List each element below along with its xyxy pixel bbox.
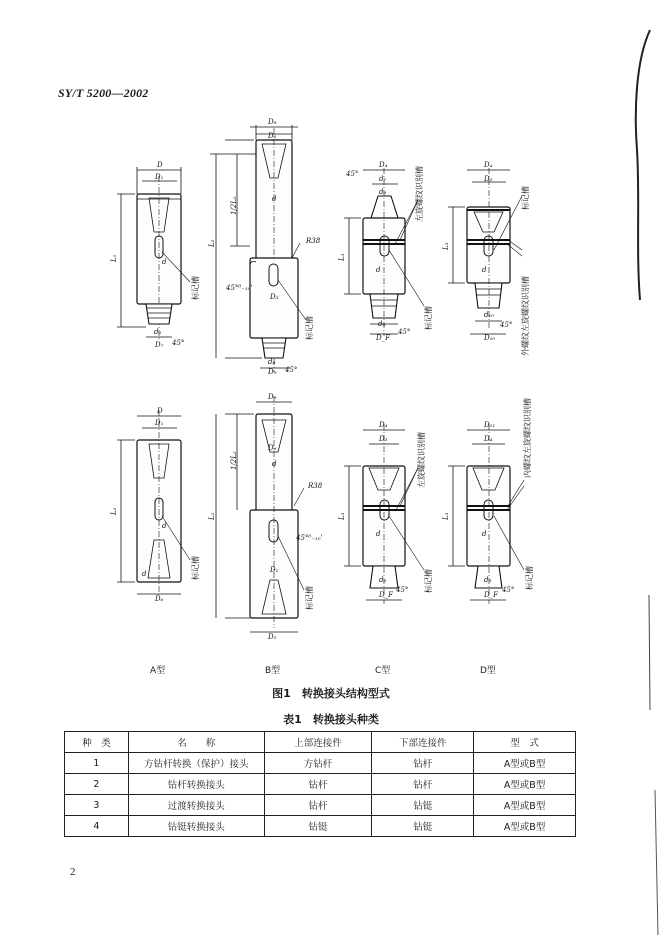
dim-label: R38: [306, 237, 321, 245]
dim-label: d₈: [268, 358, 276, 366]
dim-label: 45°: [500, 321, 513, 329]
type-d-label: D型: [480, 666, 496, 676]
dim-label: L₂: [208, 512, 216, 520]
dim-label: 45°: [285, 366, 298, 374]
dim-label: d: [376, 266, 381, 274]
cell-name: 钻铤转换接头: [128, 816, 264, 837]
dim-label: L₁: [110, 254, 118, 262]
cell-lower: 钻杆: [372, 753, 474, 774]
type-d-top-drawing: [448, 168, 513, 334]
dim-label: D₇: [155, 341, 164, 349]
type-b-bottom-drawing: [216, 396, 298, 632]
cell-category: 1: [65, 753, 129, 774]
type-c-bottom-drawing: [344, 424, 405, 604]
dim-label: L₃: [442, 512, 450, 520]
dim-label: L₃: [442, 242, 450, 250]
dim-label: D: [157, 161, 163, 169]
dim-label: D₄: [484, 161, 493, 169]
table-row: [65, 753, 576, 774]
note-label: 左旋螺纹识别槽: [417, 432, 426, 488]
dim-label: D₁: [155, 419, 164, 427]
header-name: 名 称: [128, 732, 264, 753]
dim-label: 1/2L₂: [230, 196, 238, 215]
dim-label: L₁: [110, 507, 118, 515]
dim-label: D₃: [379, 435, 388, 443]
cell-type: A型或B型: [474, 753, 576, 774]
cell-category: 3: [65, 795, 129, 816]
dim-label: 45°: [502, 586, 515, 594]
dim-label: D₁₁: [484, 421, 496, 429]
cell-type: A型或B型: [474, 816, 576, 837]
cell-lower: 钻杆: [372, 774, 474, 795]
table-row: [65, 795, 576, 816]
cell-lower: 钻铤: [372, 795, 474, 816]
dim-label: 45°⁰₋₁₀': [226, 284, 253, 292]
cell-upper: 钻铤: [264, 816, 372, 837]
dim-label: D₉: [268, 393, 277, 401]
dim-label: d₆: [379, 188, 387, 196]
cell-type: A型或B型: [474, 795, 576, 816]
dim-label: d: [376, 530, 381, 538]
dim-label: d₉: [484, 576, 492, 584]
dim-label: 45°: [398, 328, 411, 336]
dim-label: 1/2L₂: [230, 451, 238, 470]
dim-label: D: [157, 407, 163, 415]
note-label: 标记槽: [424, 306, 433, 330]
header-category: 种 类: [65, 732, 129, 753]
dim-label: D_F: [379, 591, 393, 599]
dim-label: d: [162, 258, 167, 266]
dim-label: D₄: [379, 421, 388, 429]
dim-label: D₉: [268, 368, 277, 376]
note-label: 内螺纹左旋螺纹识别槽: [523, 398, 532, 478]
dim-label: 45°: [346, 170, 359, 178]
cell-type: A型或B型: [474, 774, 576, 795]
dim-label: D₁: [155, 173, 164, 181]
dim-label: d: [142, 570, 147, 578]
note-label: 标记槽: [305, 586, 314, 610]
cell-upper: 钻杆: [264, 795, 372, 816]
header-upper-connector: 上部连接件: [264, 732, 372, 753]
adapter-types-table: [64, 731, 576, 837]
dim-label: d₈: [378, 320, 386, 328]
cell-name: 过渡转换接头: [128, 795, 264, 816]
dim-label: d₆: [154, 328, 162, 336]
table-row: [65, 816, 576, 837]
figure-caption: 图1 转换接头结构型式: [272, 687, 390, 700]
dim-label: R38: [308, 482, 323, 490]
cell-upper: 钻杆: [264, 774, 372, 795]
type-a-bottom-drawing: [117, 410, 181, 596]
note-label: 标记槽: [525, 566, 534, 590]
type-b-label: B型: [265, 666, 281, 676]
dim-label: d₇: [379, 175, 387, 183]
table-title: 表1 转换接头种类: [283, 713, 379, 726]
note-label: 标记槽: [191, 276, 200, 300]
dim-label: D₁₀: [484, 334, 496, 342]
cell-name: 方钻杆转换（保护）接头: [128, 753, 264, 774]
dim-label: D₆: [155, 595, 164, 603]
dim-label: 45°: [172, 339, 185, 347]
dim-label: D₂: [268, 132, 277, 140]
cell-category: 4: [65, 816, 129, 837]
type-b-top-drawing: [210, 125, 298, 372]
dim-label: L₃: [338, 512, 346, 520]
dim-label: L₂: [208, 239, 216, 247]
type-c-label: C型: [375, 666, 391, 676]
note-label: 标记槽: [305, 316, 314, 340]
dim-label: d₁₀: [484, 311, 495, 319]
cell-category: 2: [65, 774, 129, 795]
note-label: 外螺纹左旋螺纹识别槽: [521, 276, 530, 356]
page-number: 2: [70, 866, 76, 878]
dim-label: d: [272, 195, 277, 203]
note-label: 标记槽: [424, 569, 433, 593]
standard-number: SY/T 5200—2002: [58, 86, 149, 100]
note-label: 标记槽: [521, 186, 530, 210]
dim-label: d: [162, 522, 167, 530]
dim-label: D₅: [268, 633, 277, 641]
dim-label: D_F: [484, 591, 498, 599]
note-label: 标记槽: [191, 556, 200, 580]
dim-label: 45°⁰₋₁₀': [296, 534, 323, 542]
dim-label: D₄: [484, 435, 493, 443]
cell-upper: 方钻杆: [264, 753, 372, 774]
header-type: 型 式: [474, 732, 576, 753]
cell-name: 钻杆转换接头: [128, 774, 264, 795]
dim-label: D₅: [484, 175, 493, 183]
table-row: [65, 774, 576, 795]
dim-label: d₆: [379, 576, 387, 584]
dim-label: L₃: [338, 253, 346, 261]
cell-lower: 钻铤: [372, 816, 474, 837]
header-lower-connector: 下部连接件: [372, 732, 474, 753]
dim-label: D_F: [376, 334, 390, 342]
type-a-label: A型: [150, 666, 166, 676]
type-c-top-drawing: [344, 168, 405, 336]
dim-label: d: [482, 266, 487, 274]
dim-label: 45°: [396, 586, 409, 594]
dim-label: D₄: [379, 161, 388, 169]
type-a-top-drawing: [117, 167, 181, 340]
dim-label: d: [272, 460, 277, 468]
type-d-bottom-drawing: [448, 424, 510, 604]
dim-label: d: [482, 530, 487, 538]
note-label: 左旋螺纹识别槽: [415, 166, 424, 222]
dim-label: D₆: [268, 444, 277, 452]
dim-label: D₃: [270, 293, 279, 301]
dim-label: D₈: [268, 118, 277, 126]
dim-label: D₁: [270, 566, 279, 574]
table-header-row: [65, 732, 576, 753]
